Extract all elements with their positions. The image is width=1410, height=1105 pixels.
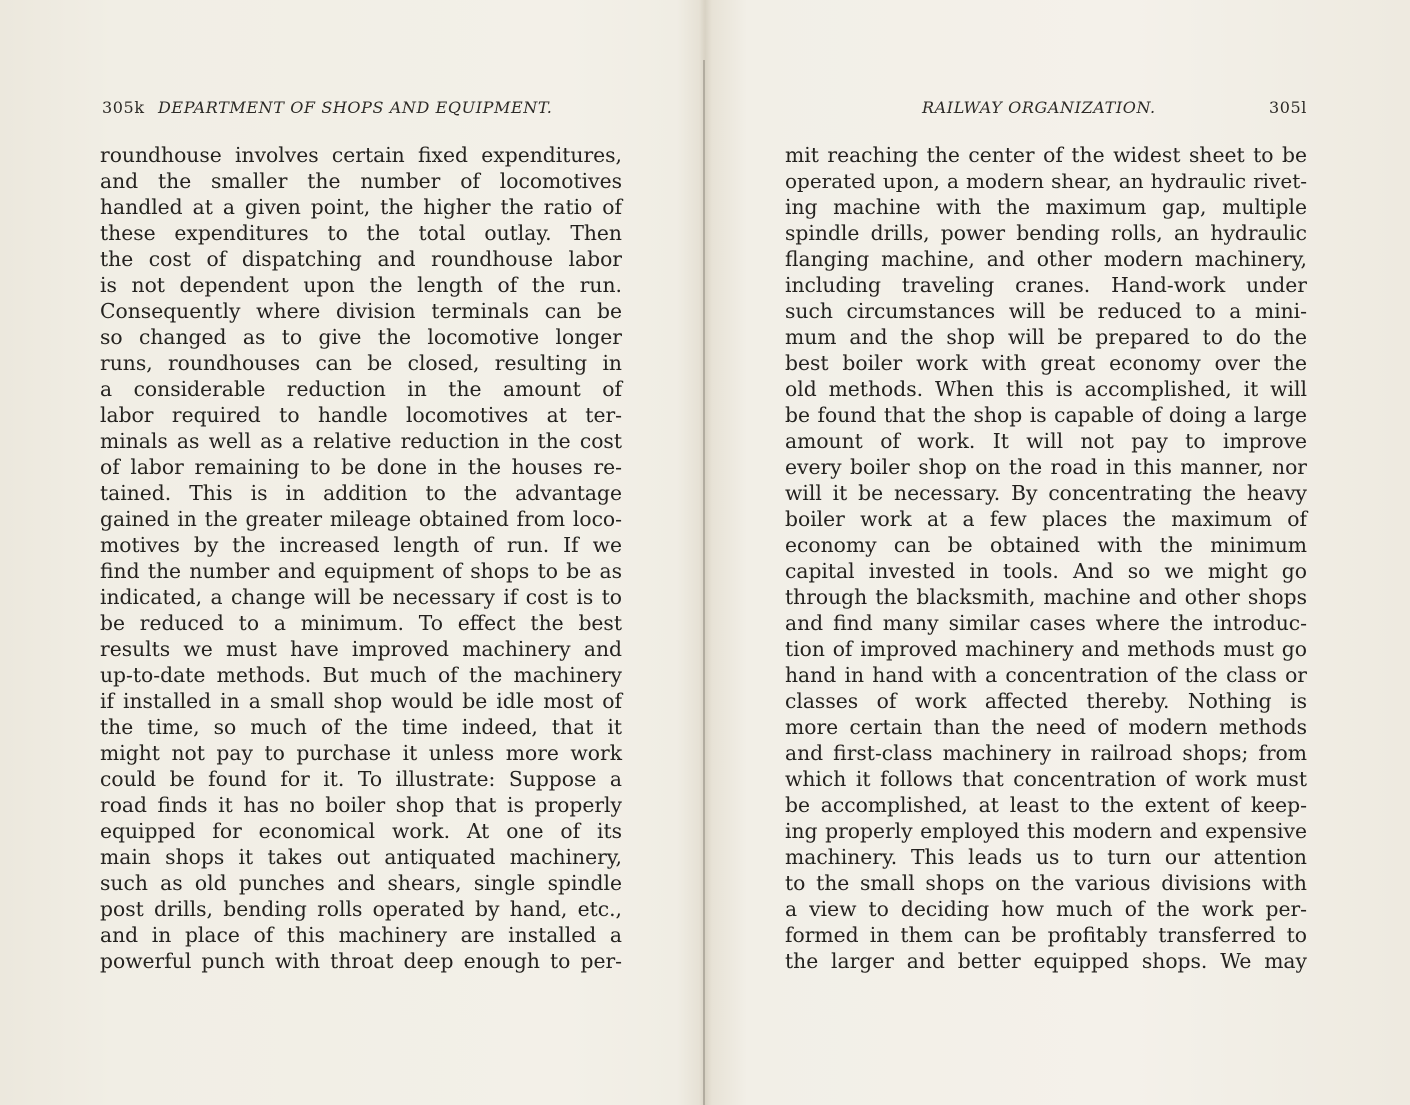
text-line: a considerable reduction in the amount of [100, 377, 622, 401]
text-line: more certain than the need of modern methods [785, 715, 1307, 739]
text-line: and in place of this machinery are installed a [100, 923, 622, 947]
text-line: could be found for it. To illustrate: Suppose a [100, 767, 622, 791]
text-line: runs, roundhouses can be closed, resulting in [100, 351, 622, 375]
left-page [100, 0, 622, 1105]
text-line: is not dependent upon the length of the run. [100, 273, 622, 297]
text-line: formed in them can be profitably transferred to [785, 923, 1307, 947]
text-line: will it be necessary. By concentrating the heavy [785, 481, 1307, 505]
text-line: mum and the shop will be prepared to do the [785, 325, 1307, 349]
text-line: ing properly employed this modern and expensive [785, 819, 1307, 843]
text-line: main shops it takes out antiquated machinery, [100, 845, 622, 869]
text-line: up-to-date methods. But much of the machinery [100, 663, 622, 687]
text-line: indicated, a change will be necessary if cost is to [100, 585, 622, 609]
text-line: tained. This is in addition to the advantage [100, 481, 622, 505]
text-line: every boiler shop on the road in this manner, nor [785, 455, 1307, 479]
text-line: capital invested in tools. And so we might go [785, 559, 1307, 583]
text-line: spindle drills, power bending rolls, an hydraulic [785, 221, 1307, 245]
text-line: hand in hand with a concentration of the class or [785, 663, 1307, 687]
text-line: amount of work. It will not pay to improve [785, 429, 1307, 453]
text-line: road finds it has no boiler shop that is properly [100, 793, 622, 817]
text-line: find the number and equipment of shops to be as [100, 559, 622, 583]
right-running-title: RAILWAY ORGANIZATION. [922, 98, 1156, 117]
text-line: the cost of dispatching and roundhouse labor [100, 247, 622, 271]
text-line: be reduced to a minimum. To effect the best [100, 611, 622, 635]
text-line: be accomplished, at least to the extent of keep- [785, 793, 1307, 817]
text-line: classes of work affected thereby. Nothing is [785, 689, 1307, 713]
text-line: a view to deciding how much of the work per- [785, 897, 1307, 921]
text-line: the larger and better equipped shops. We may [785, 949, 1307, 973]
text-line: handled at a given point, the higher the ratio of [100, 195, 622, 219]
text-line: powerful punch with throat deep enough to per- [100, 949, 622, 973]
text-line: including traveling cranes. Hand-work under [785, 273, 1307, 297]
right-running-head [785, 98, 1307, 128]
text-line: be found that the shop is capable of doing a large [785, 403, 1307, 427]
text-line: might not pay to purchase it unless more work [100, 741, 622, 765]
left-running-title: DEPARTMENT OF SHOPS AND EQUIPMENT. [158, 98, 553, 117]
text-line: mit reaching the center of the widest sheet to be [785, 143, 1307, 167]
text-line: through the blacksmith, machine and other shops [785, 585, 1307, 609]
text-line: these expenditures to the total outlay. Then [100, 221, 622, 245]
text-line: Consequently where division terminals can be [100, 299, 622, 323]
text-line: labor required to handle locomotives at ter- [100, 403, 622, 427]
left-page-number: 305k [102, 98, 145, 117]
text-line: best boiler work with great economy over the [785, 351, 1307, 375]
right-body-text [785, 142, 1307, 974]
text-line: economy can be obtained with the minimum [785, 533, 1307, 557]
text-line: post drills, bending rolls operated by hand, etc., [100, 897, 622, 921]
text-line: of labor remaining to be done in the houses re- [100, 455, 622, 479]
text-line: equipped for economical work. At one of its [100, 819, 622, 843]
text-line: old methods. When this is accomplished, it will [785, 377, 1307, 401]
text-line: to the small shops on the various divisions with [785, 871, 1307, 895]
right-page [785, 0, 1307, 1105]
text-line: such circumstances will be reduced to a mini- [785, 299, 1307, 323]
text-line: ing machine with the maximum gap, multiple [785, 195, 1307, 219]
text-line: if installed in a small shop would be idle most of [100, 689, 622, 713]
book-gutter [703, 60, 705, 1105]
text-line: machinery. This leads us to turn our attention [785, 845, 1307, 869]
text-line: motives by the increased length of run. If we [100, 533, 622, 557]
text-line: minals as well as a relative reduction in the cost [100, 429, 622, 453]
left-body-text [100, 142, 622, 974]
text-line: boiler work at a few places the maximum of [785, 507, 1307, 531]
text-line: so changed as to give the locomotive longer [100, 325, 622, 349]
right-page-number: 305l [1268, 98, 1307, 117]
text-line: such as old punches and shears, single spindle [100, 871, 622, 895]
text-line: and the smaller the number of locomotives [100, 169, 622, 193]
text-line: results we must have improved machinery and [100, 637, 622, 661]
text-line: roundhouse involves certain fixed expenditures, [100, 143, 622, 167]
text-line: which it follows that concentration of work must [785, 767, 1307, 791]
text-line: operated upon, a modern shear, an hydraulic rivet- [785, 169, 1307, 193]
text-line: gained in the greater mileage obtained from loco- [100, 507, 622, 531]
text-line: and first-class machinery in railroad shops; from [785, 741, 1307, 765]
text-line: flanging machine, and other modern machinery, [785, 247, 1307, 271]
left-running-head [100, 98, 622, 128]
text-line: the time, so much of the time indeed, that it [100, 715, 622, 739]
text-line: and find many similar cases where the introduc- [785, 611, 1307, 635]
text-line: tion of improved machinery and methods must go [785, 637, 1307, 661]
